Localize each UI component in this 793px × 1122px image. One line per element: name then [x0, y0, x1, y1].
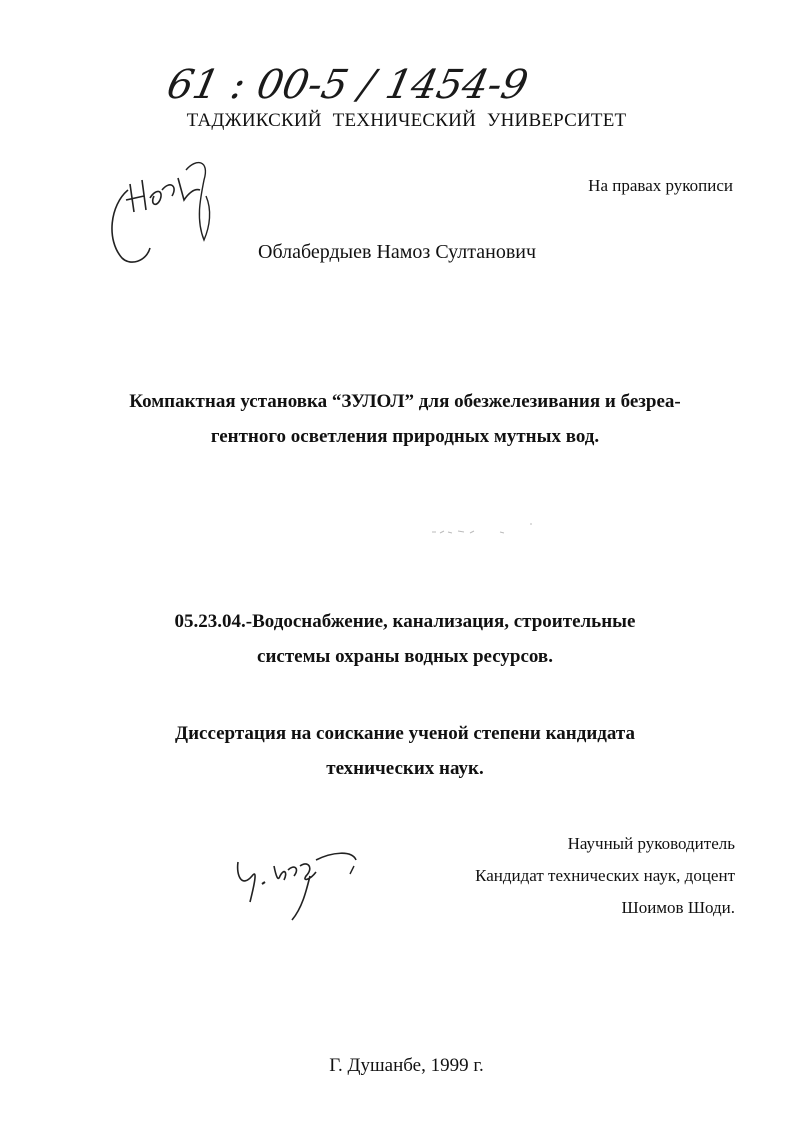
- manuscript-rights-note: На правах рукописи: [588, 176, 733, 195]
- title-line-2: гентного осветления природных мутных вод.: [210, 426, 600, 447]
- supervisor-role: Научный руководитель: [567, 834, 735, 853]
- degree-line-2: технических наук.: [326, 758, 484, 779]
- specialty-line-2: системы охраны водных ресурсов.: [257, 646, 553, 667]
- title-line-1: Компактная установка “ЗУЛОЛ” для обезжелезивания и безреа-: [129, 391, 681, 412]
- city-year: Г. Душанбе, 1999 г.: [329, 1055, 484, 1076]
- degree-statement: [60, 716, 750, 786]
- handwritten-archive-code: [168, 56, 588, 116]
- archive-code-image: [168, 56, 588, 116]
- supervisor-name: Шоимов Шоди.: [621, 898, 735, 917]
- specialty-line-1: 05.23.04.-Водоснабжение, канализация, строительные: [174, 611, 636, 632]
- handwritten-signature-top: [100, 150, 230, 270]
- specialty-code: [60, 604, 750, 674]
- handwritten-signature-bottom: [232, 846, 372, 926]
- supervisor-block: [475, 828, 735, 924]
- signature-bottom-image: [232, 846, 372, 926]
- dissertation-title: [60, 384, 750, 454]
- university-name: ТАДЖИКСКИЙ ТЕХНИЧЕСКИЙ УНИВЕРСИТЕТ: [186, 110, 627, 131]
- degree-line-1: Диссертация на соискание ученой степени кандидата: [175, 723, 635, 744]
- signature-top-image: [100, 150, 230, 270]
- scan-artifact: [430, 518, 540, 538]
- supervisor-title: Кандидат технических наук, доцент: [475, 866, 735, 885]
- author-name: Облабердыев Намоз Султанович: [258, 241, 537, 263]
- archive-code-text: 61 : 00-5 / 1454-9: [168, 60, 533, 108]
